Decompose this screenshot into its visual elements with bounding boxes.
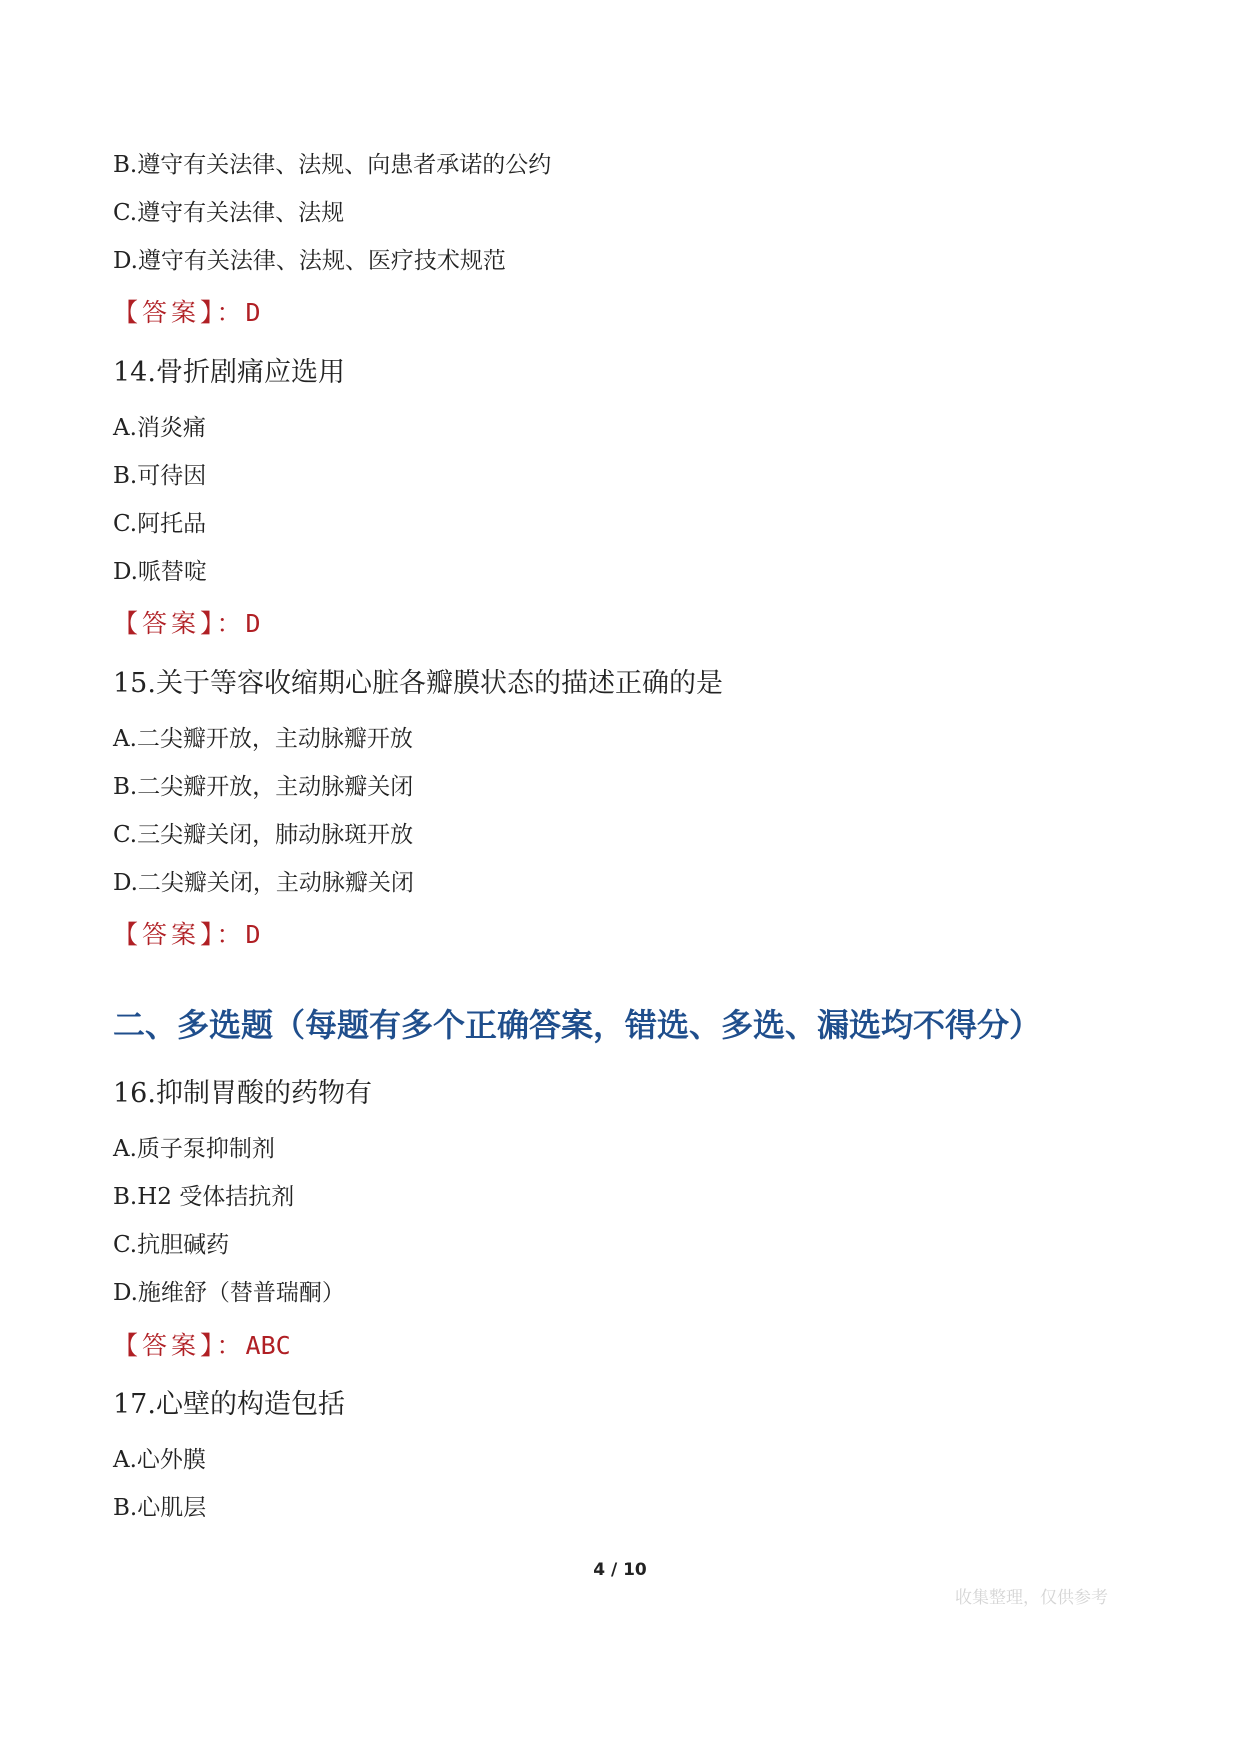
q13-option-b: B.遵守有关法律、法规、向患者承诺的公约: [113, 152, 552, 178]
section-heading-multiple-choice: 二、多选题（每题有多个正确答案，错选、多选、漏选均不得分）: [113, 1006, 1042, 1044]
q13-option-c: C.遵守有关法律、法规: [113, 200, 345, 226]
q16-answer-value: ABC: [245, 1331, 291, 1360]
q15-answer-value: D: [245, 920, 261, 949]
q16-option-b: B.H2 受体拮抗剂: [113, 1184, 295, 1210]
q15-title: 15.关于等容收缩期心脏各瓣膜状态的描述正确的是: [113, 668, 723, 699]
q13-option-d: D.遵守有关法律、法规、医疗技术规范: [113, 248, 506, 274]
q17-title: 17.心壁的构造包括: [113, 1389, 345, 1420]
q14-option-b: B.可待因: [113, 463, 207, 489]
q14-title: 14.骨折剧痛应选用: [113, 357, 345, 388]
q14-answer-label: 【答案】：: [113, 609, 246, 638]
q15-answer: [113, 919, 261, 951]
q16-option-c: C.抗胆碱药: [113, 1232, 230, 1258]
q15-option-a: A.二尖瓣开放，主动脉瓣开放: [113, 726, 413, 752]
q17-option-a: A.心外膜: [113, 1447, 206, 1473]
q16-title: 16.抑制胃酸的药物有: [113, 1078, 372, 1109]
q14-answer-value: D: [245, 609, 261, 638]
q15-option-b: B.二尖瓣开放，主动脉瓣关闭: [113, 774, 414, 800]
q14-answer: [113, 608, 261, 640]
q13-answer-value: D: [245, 298, 261, 327]
q13-answer: [113, 297, 261, 329]
q14-option-a: A.消炎痛: [113, 415, 206, 441]
page-number: 4 / 10: [593, 1560, 647, 1580]
q16-answer: [113, 1330, 291, 1362]
watermark-text: 收集整理，仅供参考: [955, 1588, 1108, 1608]
q15-answer-label: 【答案】：: [113, 920, 246, 949]
q15-option-c: C.三尖瓣关闭，肺动脉斑开放: [113, 822, 414, 848]
q15-option-d: D.二尖瓣关闭，主动脉瓣关闭: [113, 870, 414, 896]
q13-answer-label: 【答案】：: [113, 298, 246, 327]
q16-option-d: D.施维舒（替普瑞酮）: [113, 1280, 345, 1306]
q16-answer-label: 【答案】：: [113, 1331, 246, 1360]
q16-option-a: A.质子泵抑制剂: [113, 1136, 275, 1162]
q17-option-b: B.心肌层: [113, 1495, 207, 1521]
q14-option-d: D.哌替啶: [113, 559, 207, 585]
q14-option-c: C.阿托品: [113, 511, 207, 537]
